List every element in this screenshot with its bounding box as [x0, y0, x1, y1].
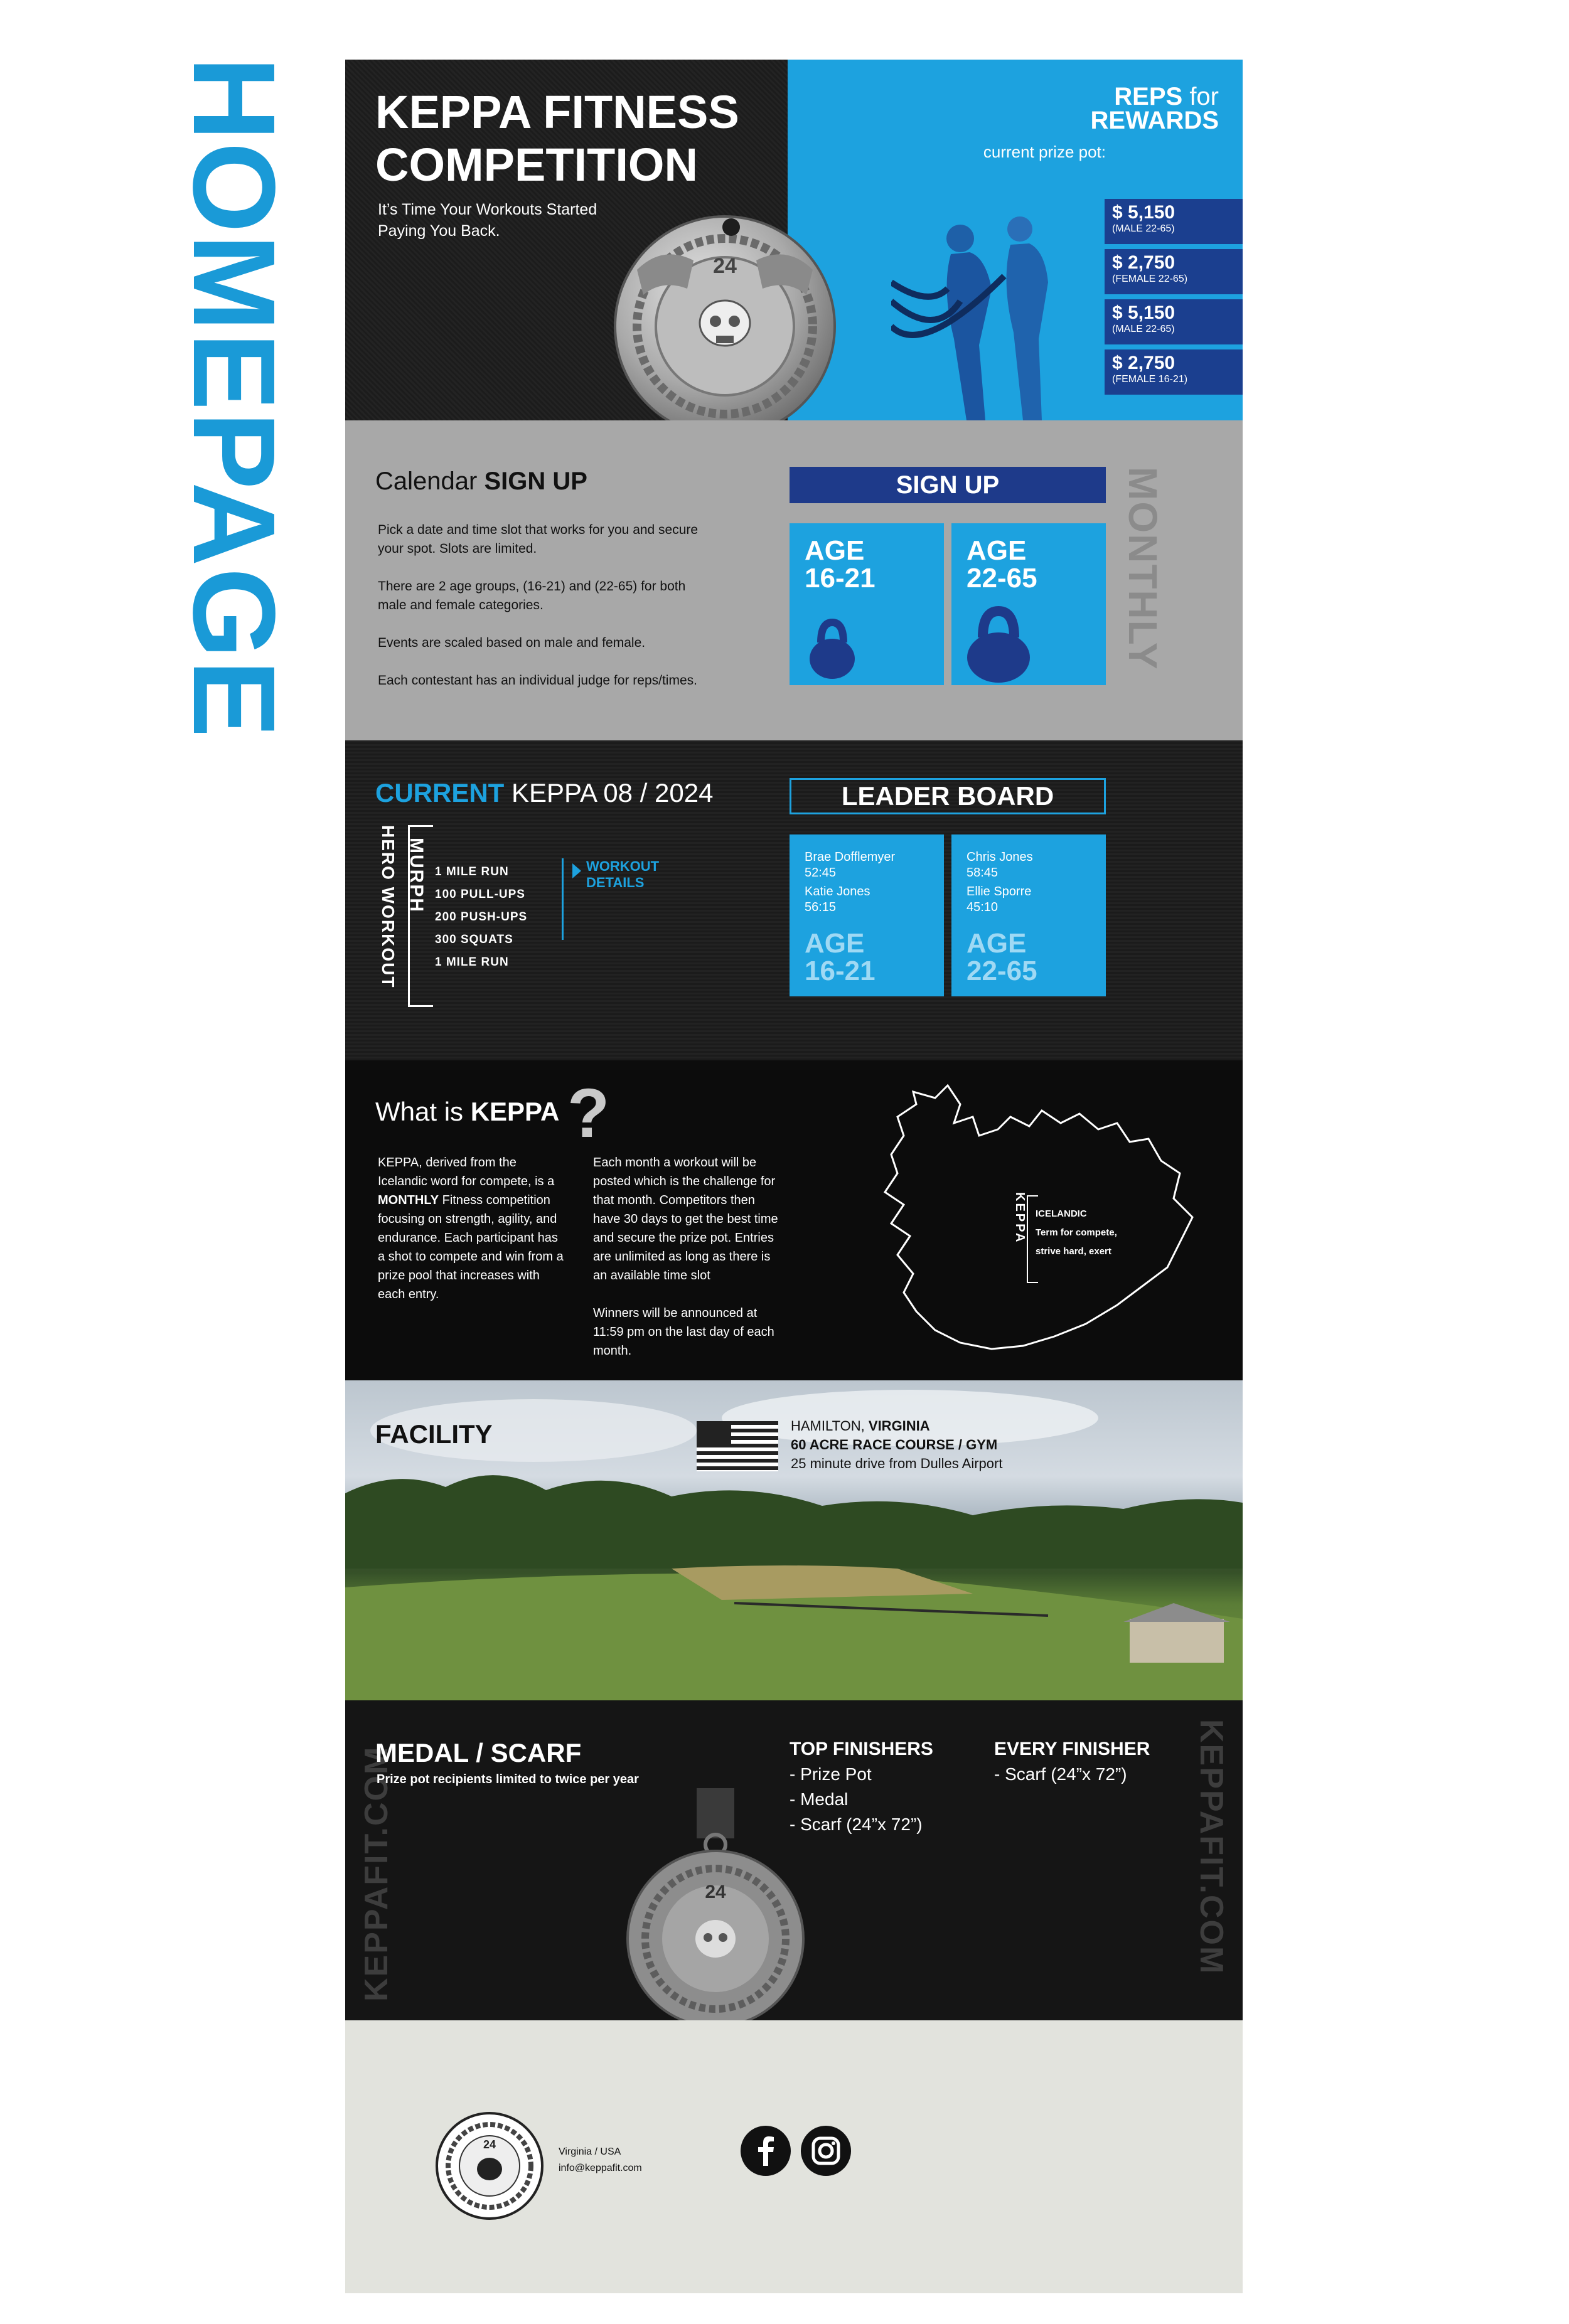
us-flag-icon [697, 1421, 778, 1471]
map-definition-line: Term for compete, [1036, 1227, 1117, 1238]
current-keppa-section [345, 740, 1243, 1060]
hero-title-line1: KEPPA FITNESS [375, 86, 739, 138]
leader-name: Chris Jones [967, 850, 1033, 864]
what-is-word: What is [375, 1097, 464, 1126]
medal-scarf-title: MEDAL / SCARF [375, 1738, 582, 1767]
facebook-icon [741, 2126, 791, 2176]
current-word: CURRENT [375, 778, 505, 808]
leaderboard-age [805, 930, 876, 985]
workout-item: 200 PUSH-UPS [435, 910, 528, 924]
prize-category: (FEMALE 22-65) [1112, 274, 1188, 284]
facility-drive: 25 minute drive from Dulles Airport [791, 1456, 1003, 1471]
workout-item: 300 SQUATS [435, 933, 513, 946]
page-mockup [345, 60, 1243, 2293]
finisher-item: - Prize Pot [790, 1764, 872, 1784]
age-label: AGE [967, 928, 1027, 959]
finisher-item: - Medal [790, 1789, 849, 1809]
facility-details [791, 1417, 1002, 1473]
age-label: AGE [805, 535, 865, 566]
footer-location: Virginia / USA [559, 2146, 621, 2157]
keppa-logo-icon [433, 2109, 546, 2222]
question-mark-icon: ? [567, 1075, 610, 1152]
prize-amount: $ 2,750 [1112, 252, 1175, 273]
leader-name: Katie Jones [805, 885, 870, 898]
finisher-item: - Scarf (24”x 72”) [994, 1764, 1127, 1784]
hero-section [345, 60, 1243, 420]
prize-item[interactable] [1105, 349, 1243, 395]
facility-state: VIRGINIA [868, 1418, 930, 1434]
hero-medal-icon [599, 201, 863, 420]
signup-paragraph: Each contestant has an individual judge for reps/times. [378, 673, 697, 688]
prize-amount: $ 5,150 [1112, 202, 1175, 223]
what-is-keppa-section [345, 1060, 1243, 1380]
map-definition-line: strive hard, exert [1036, 1246, 1111, 1257]
medal-scarf-section [345, 1700, 1243, 2020]
monthly-label-wrap [1121, 467, 1165, 686]
keppa-text: Fitness competition focusing on strength, agility, and endurance. Each participant has a shot to compete and win from a prize pool that increases with each entry. [378, 1193, 564, 1301]
kettlebell-icon [807, 617, 857, 680]
leader-time: 56:15 [805, 900, 837, 914]
age-group-16-21-card[interactable] [790, 523, 944, 685]
map-definition-line: ICELANDIC [1036, 1208, 1087, 1219]
workout-item: 1 MILE RUN [435, 956, 509, 969]
leaderboard-card-16-21[interactable] [790, 834, 944, 996]
calendar-signup-title [375, 467, 587, 496]
hero-medal-number: 24 [713, 254, 737, 278]
workout-item: 100 PULL-UPS [435, 888, 525, 901]
signup-word: SIGN UP [484, 467, 587, 495]
keppafit-text: KEPPAFIT.COM [358, 1746, 395, 2002]
current-keppa-title [375, 778, 713, 808]
keppa-word: KEPPA [470, 1097, 560, 1126]
map-definition [1036, 1205, 1117, 1261]
kettlebell-icon [964, 605, 1033, 683]
age-range: 22-65 [967, 956, 1037, 986]
age-range: 16-21 [805, 956, 876, 986]
prize-category: (FEMALE 16-21) [1112, 374, 1188, 385]
facility-section [345, 1380, 1243, 1700]
facebook-button[interactable] [741, 2126, 791, 2176]
signup-paragraph: There are 2 age groups, (16-21) and (22-65) for both male and female categories. [378, 579, 686, 612]
keppa-paragraph: Winners will be announced at 11:59 pm on the last day of each month. [593, 1306, 774, 1358]
leader-name: Brae Dofflemyer [805, 850, 896, 864]
prize-category: (MALE 22-65) [1112, 223, 1175, 234]
prize-category: (MALE 22-65) [1112, 324, 1175, 334]
prize-amount: $ 5,150 [1112, 302, 1175, 323]
age-range: 16-21 [805, 563, 876, 594]
map-keppa-label: KEPPA [1013, 1192, 1027, 1244]
murph-label: MURPH [406, 838, 427, 913]
for-word: for [1189, 83, 1219, 110]
workout-list [435, 861, 527, 974]
facility-title: FACILITY [375, 1419, 493, 1449]
monthly-label: MONTHLY [1120, 467, 1165, 671]
what-is-keppa-title [375, 1097, 559, 1127]
signup-paragraph: Pick a date and time slot that works for you and secure your spot. Slots are limited. [378, 523, 699, 556]
side-title-wrap [164, 56, 315, 778]
play-arrow-icon [572, 863, 581, 878]
prize-amount: $ 2,750 [1112, 353, 1175, 373]
instagram-icon [801, 2126, 851, 2176]
age-label: AGE [805, 928, 865, 959]
top-finishers-list [790, 1737, 933, 1837]
keppa-text: KEPPA, derived from the Icelandic word for compete, is a [378, 1156, 555, 1188]
hero-workout-label: HERO WORKOUT [378, 825, 398, 989]
calendar-word: Calendar [375, 467, 478, 495]
footer-email[interactable]: info@keppafit.com [559, 2163, 642, 2173]
prize-item[interactable] [1105, 249, 1243, 294]
athletes-battle-ropes-image [891, 195, 1117, 420]
workout-details-line1: WORKOUT [586, 858, 660, 874]
hero-title [375, 86, 739, 191]
hero-tagline: It’s Time Your Workouts Started Paying You Back. [378, 201, 597, 240]
finisher-item: - Scarf (24”x 72”) [790, 1815, 923, 1834]
every-finisher-list [994, 1737, 1150, 1787]
keppa-description-col1 [378, 1153, 566, 1304]
age-group-22-65-card[interactable] [951, 523, 1106, 685]
leader-name: Ellie Sporre [967, 885, 1032, 898]
leader-time: 52:45 [805, 866, 837, 880]
top-finishers-title: TOP FINISHERS [790, 1739, 933, 1759]
age-range: 22-65 [967, 563, 1037, 594]
every-finisher-title: EVERY FINISHER [994, 1739, 1150, 1759]
keppafit-text: KEPPAFIT.COM [1193, 1719, 1229, 1975]
hero-title-line2: COMPETITION [375, 139, 698, 191]
reps-word: REPS [1114, 83, 1183, 110]
workout-item: 1 MILE RUN [435, 865, 509, 878]
signup-paragraph: Events are scaled based on male and female. [378, 636, 646, 650]
workout-bracket [408, 825, 433, 1007]
footer-section [345, 2020, 1243, 2293]
signup-section [345, 420, 1243, 740]
signup-description [378, 521, 704, 709]
keppa-paragraph: Each month a workout will be posted which is the challenge for that month. Competitors then have 30 days to get the best time and secure the prize pot. Entries are unlimited as long as there is an available time slot [593, 1156, 778, 1282]
workout-details-line2: DETAILS [586, 875, 645, 890]
prize-pot-label: current prize pot: [983, 142, 1106, 161]
medal-scarf-subtitle: Prize pot recipients limited to twice per year [377, 1772, 639, 1786]
leader-time: 45:10 [967, 900, 999, 914]
instagram-button[interactable] [801, 2126, 851, 2176]
signup-button[interactable]: SIGN UP [790, 467, 1106, 503]
workout-details-link[interactable] [562, 858, 675, 940]
medal-number: 24 [705, 1882, 726, 1902]
age-label: AGE [967, 535, 1027, 566]
leaderboard-age [967, 930, 1037, 985]
reps-for-rewards [1091, 85, 1219, 132]
prize-item[interactable] [1105, 199, 1243, 244]
logo-number: 24 [483, 2138, 496, 2151]
facility-course: 60 ACRE RACE COURSE / GYM [791, 1437, 998, 1452]
homepage-label: HOMEPAGE [169, 56, 299, 739]
facility-city: HAMILTON, [791, 1418, 865, 1434]
prize-item[interactable] [1105, 299, 1243, 344]
keppafit-side-right [1192, 1719, 1230, 2002]
leader-board-title[interactable]: LEADER BOARD [790, 778, 1106, 814]
leader-time: 58:45 [967, 866, 999, 880]
keppa-description-col2 [593, 1153, 781, 1379]
monthly-emphasis: MONTHLY [378, 1193, 439, 1207]
footer-contact [559, 2144, 642, 2177]
leaderboard-card-22-65[interactable] [951, 834, 1106, 996]
facility-location [791, 1417, 1002, 1436]
rewards-word: REWARDS [1090, 107, 1219, 134]
current-month: KEPPA 08 / 2024 [511, 778, 714, 808]
